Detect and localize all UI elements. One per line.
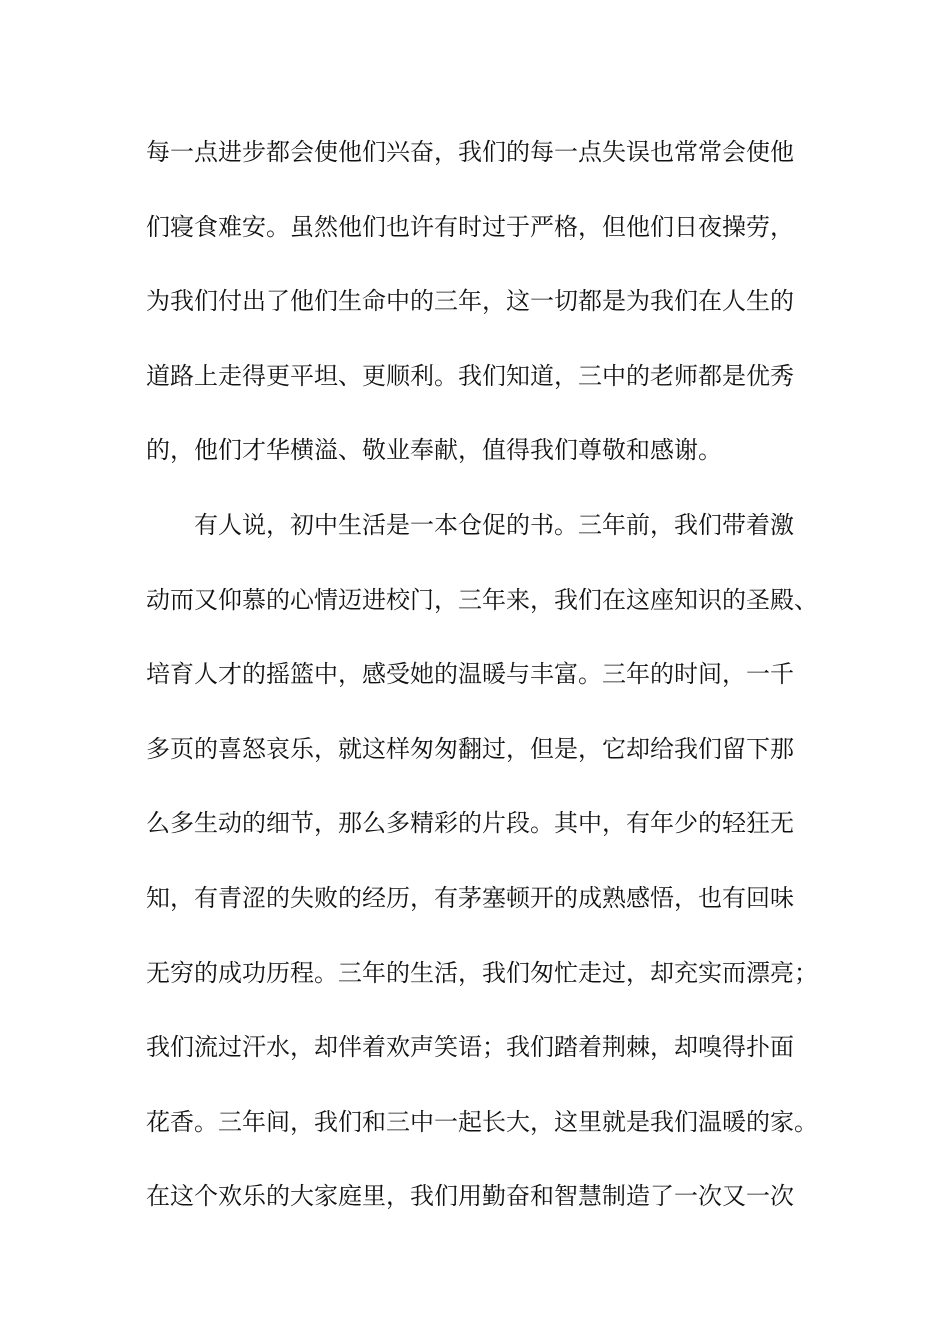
text-line: 我们流过汗水，却伴着欢声笑语；我们踏着荆棘，却嗅得扑面	[146, 1033, 794, 1062]
text-line: 花香。三年间，我们和三中一起长大，这里就是我们温暖的家。	[146, 1107, 818, 1136]
text-line: 道路上走得更平坦、更顺利。我们知道，三中的老师都是优秀	[146, 361, 794, 390]
paragraph-start-line: 有人说，初中生活是一本仓促的书。三年前，我们带着激	[194, 510, 794, 539]
text-line: 为我们付出了他们生命中的三年，这一切都是为我们在人生的	[146, 287, 794, 316]
text-line: 在这个欢乐的大家庭里，我们用勤奋和智慧制造了一次又一次	[146, 1182, 794, 1211]
text-line: 们寝食难安。虽然他们也许有时过于严格，但他们日夜操劳，	[146, 212, 794, 241]
text-line: 的，他们才华横溢、敬业奉献，值得我们尊敬和感谢。	[146, 436, 722, 465]
text-line: 动而又仰慕的心情迈进校门，三年来，我们在这座知识的圣殿、	[146, 585, 818, 614]
text-line: 每一点进步都会使他们兴奋，我们的每一点失误也常常会使他	[146, 138, 794, 166]
text-line: 么多生动的细节，那么多精彩的片段。其中，有年少的轻狂无	[146, 809, 794, 838]
text-line: 无穷的成功历程。三年的生活，我们匆忙走过，却充实而漂亮；	[146, 958, 818, 987]
text-line: 知，有青涩的失败的经历，有茅塞顿开的成熟感悟，也有回味	[146, 883, 794, 912]
text-line: 培育人才的摇篮中，感受她的温暖与丰富。三年的时间，一千	[146, 660, 794, 689]
text-line: 多页的喜怒哀乐，就这样匆匆翻过，但是，它却给我们留下那	[146, 734, 794, 763]
body-text	[146, 128, 826, 1247]
